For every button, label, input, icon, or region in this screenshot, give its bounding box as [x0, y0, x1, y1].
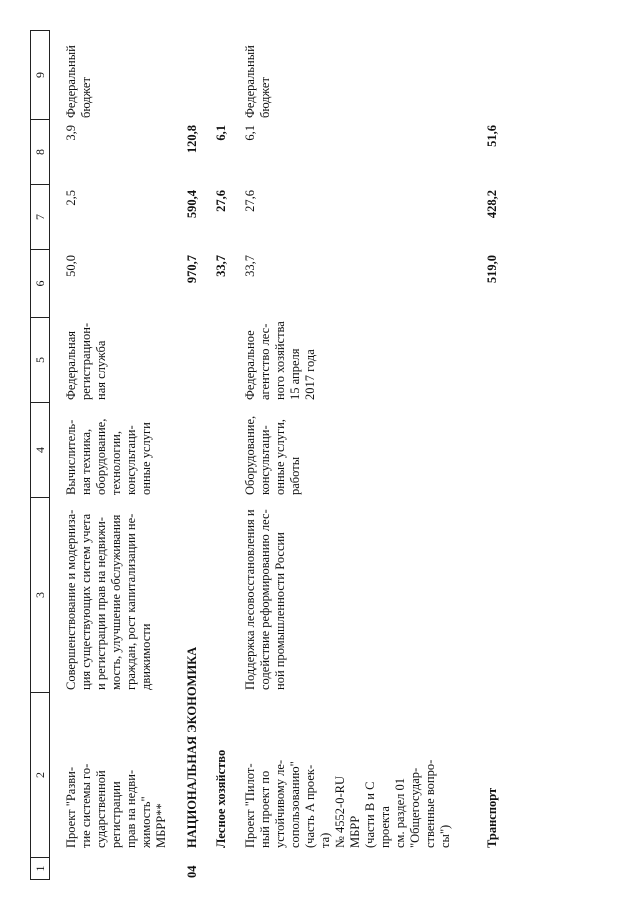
- project-goal-cell: Поддержка лесовосстановления и содействие реформированию лес- ной промышленности России: [243, 509, 287, 690]
- project-name-cell: Проект "Разви- тие системы го- сударственной регистрации прав на недви- жимость" МБРР**: [64, 763, 168, 848]
- subsection-amount-col7: 27,6: [214, 190, 228, 212]
- amount-col8-cell: 3,9: [64, 125, 78, 141]
- rotated-table: [30, 30, 610, 880]
- column-header-8: 8: [31, 119, 49, 184]
- subsection-amount-col8: 51,6: [485, 125, 499, 147]
- amount-col7-cell: 27,6: [243, 190, 257, 212]
- column-header-4: 4: [31, 402, 49, 497]
- column-header-row: [30, 30, 50, 880]
- executor-cell: Федеральное агентство лес- ного хозяйства 15 апреля 2017 года: [243, 321, 317, 400]
- section-amount-col6: 970,7: [185, 255, 199, 284]
- section-title-cell: НАЦИОНАЛЬНАЯ ЭКОНОМИКА: [185, 646, 199, 848]
- amount-col6-cell: 33,7: [243, 255, 257, 277]
- project-goal-cell: Совершенствование и модерниза- ция существующих систем учета и регистрации прав на недвижи- мость, улучшение обслуживания граждан, рост капитализации не- движимости: [64, 509, 153, 690]
- subsection-amount-col7: 428,2: [485, 190, 499, 219]
- amount-col6-cell: 50,0: [64, 255, 78, 277]
- section-amount-col7: 590,4: [185, 190, 199, 219]
- column-header-5: 5: [31, 317, 49, 402]
- procurement-cell: Вычислитель- ная техника, оборудование, технологии, консультаци- онные услуги: [64, 418, 153, 495]
- project-name-cell: Проект "Пилот- ный проект по устойчивому ле- сопользованию" (часть А проек- та) № 4552-0-RU МБРР (части В и С проекта см. раздел 01 "Общегосудар- ственные вопро- сы"): [243, 759, 452, 848]
- amount-col8-cell: 6,1: [243, 125, 257, 141]
- funding-source-cell: Федеральный бюджет: [243, 45, 272, 118]
- section-amount-col8: 120,8: [185, 125, 199, 154]
- column-header-1: 1: [31, 857, 49, 879]
- subsection-amount-col8: 6,1: [214, 125, 228, 141]
- section-code-cell: 04: [185, 865, 199, 878]
- subsection-amount-col6: 519,0: [485, 255, 499, 284]
- funding-source-cell: Федеральный бюджет: [64, 45, 93, 118]
- column-header-3: 3: [31, 497, 49, 692]
- column-header-7: 7: [31, 184, 49, 249]
- column-header-2: 2: [31, 692, 49, 857]
- subsection-title-cell: Транспорт: [485, 787, 499, 848]
- executor-cell: Федеральная регистрацион- ная служба: [64, 322, 108, 400]
- column-header-6: 6: [31, 249, 49, 317]
- subsection-title-cell: Лесное хозяйство: [214, 749, 228, 848]
- column-header-9: 9: [33, 72, 47, 78]
- subsection-amount-col6: 33,7: [214, 255, 228, 277]
- procurement-cell: Оборудование, консультаци- онные услуги, работы: [243, 415, 302, 495]
- amount-col7-cell: 2,5: [64, 190, 78, 206]
